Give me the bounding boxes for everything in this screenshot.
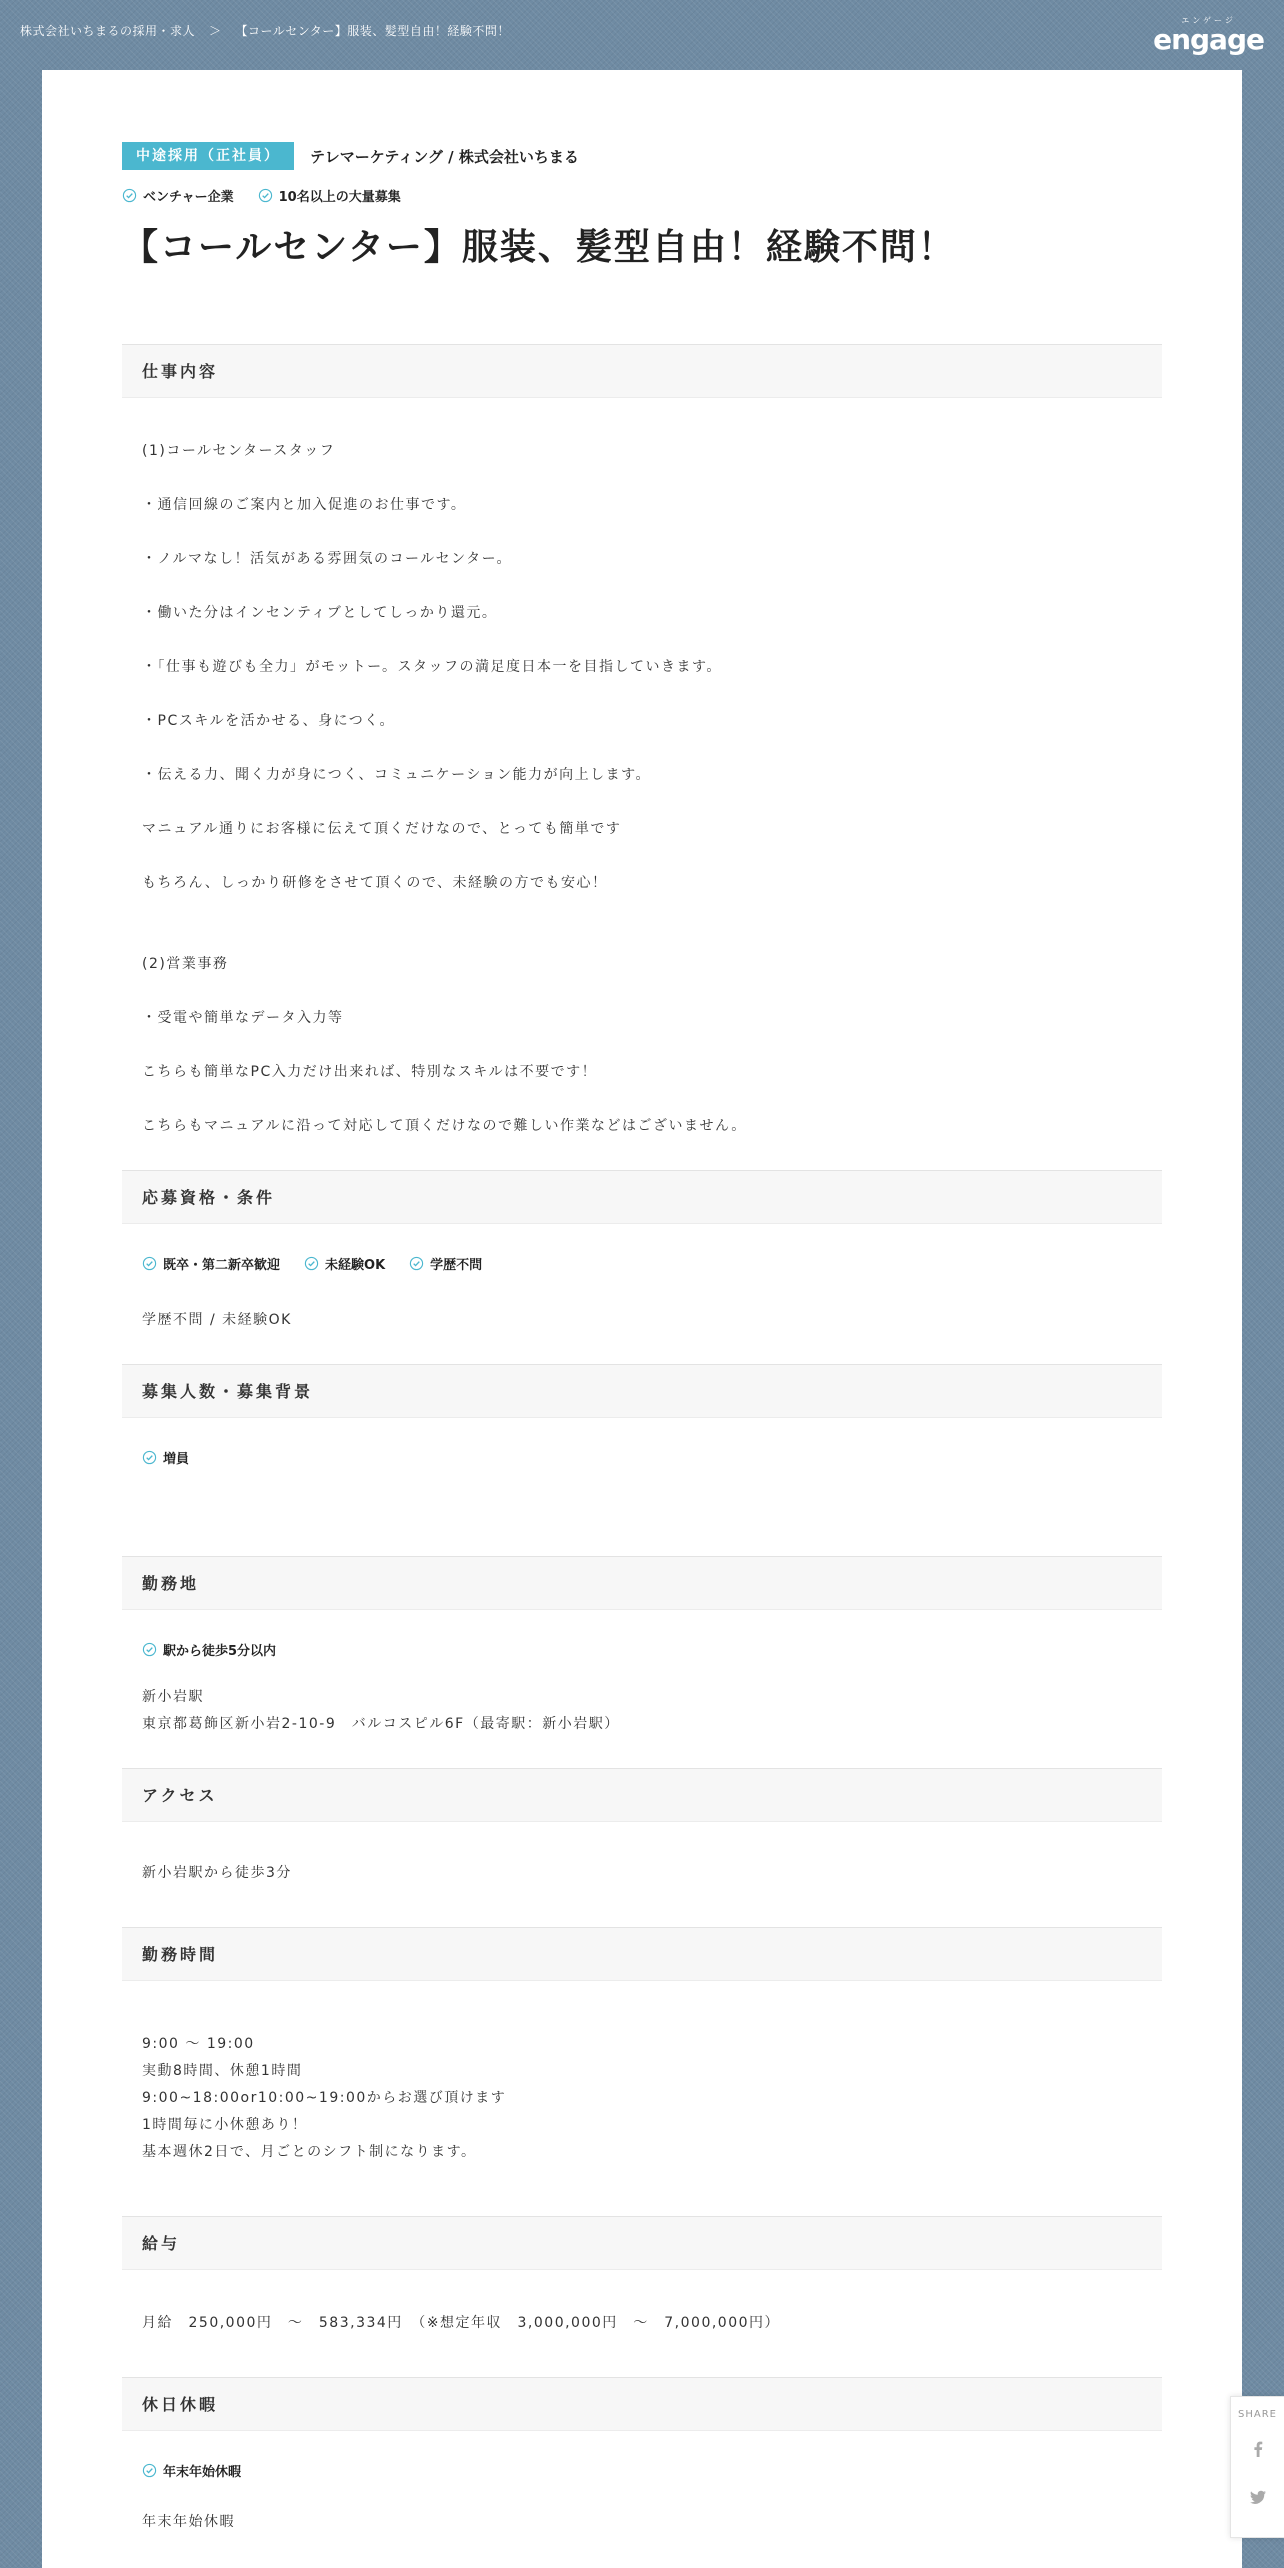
work-line: マニュアル通りにお客様に伝えて頂くだけなので、とっても簡単です xyxy=(142,821,622,837)
tag-label: 未経験OK xyxy=(325,1257,386,1273)
feature-tag-label: ベンチャー企業 xyxy=(143,189,234,205)
check-circle-icon xyxy=(122,188,137,203)
section-heading: 募集人数・募集背景 xyxy=(122,1365,1162,1418)
access-text: 新小岩駅から徒歩3分 xyxy=(142,1865,292,1881)
section-body xyxy=(122,1610,1162,1768)
requirement-tag xyxy=(142,1254,280,1273)
share-label: SHARE xyxy=(1238,2409,1277,2420)
work-line: (2)営業事務 xyxy=(142,956,229,972)
section-salary xyxy=(122,2216,1162,2377)
hours-line: 9:00 ～ 19:00 xyxy=(142,2036,255,2052)
section-access xyxy=(122,1768,1162,1927)
top-bar xyxy=(0,0,1284,70)
tag-label: 学歴不問 xyxy=(430,1257,483,1273)
feature-tags xyxy=(122,186,1162,204)
requirements-text: 学歴不問 / 未経験OK xyxy=(142,1312,292,1328)
work-line: ・ノルマなし！活気がある雰囲気のコールセンター。 xyxy=(142,551,513,567)
salary-text: 月給 250,000円 ～ 583,334円 （※想定年収 3,000,000円 ～ 7,000,000円） xyxy=(142,2315,781,2331)
tag-label: 既卒・第二新卒歓迎 xyxy=(163,1257,281,1273)
section-body xyxy=(122,1981,1162,2216)
breadcrumb xyxy=(20,22,510,39)
section-work xyxy=(122,344,1162,1170)
work-line: ・伝える力、聞く力が身につく、コミュニケーション能力が向上します。 xyxy=(142,767,651,783)
section-body xyxy=(122,1224,1162,1364)
hours-line: 基本週休2日で、月ごとのシフト制になります。 xyxy=(142,2144,477,2160)
logo-word: engage xyxy=(1153,23,1264,56)
section-heading: 応募資格・条件 xyxy=(122,1171,1162,1224)
section-heading: 勤務時間 xyxy=(122,1928,1162,1981)
check-circle-icon xyxy=(142,1450,157,1465)
section-headcount xyxy=(122,1364,1162,1556)
requirement-tags xyxy=(142,1254,1142,1272)
location-address: 東京都葛飾区新小岩2-10-9 バルコスピル6F（最寄駅：新小岩駅） xyxy=(142,1716,620,1732)
work-line: こちらも簡単なPC入力だけ出来れば、特別なスキルは不要です！ xyxy=(142,1064,598,1080)
job-content xyxy=(122,142,1162,2536)
section-heading: アクセス xyxy=(122,1769,1162,1822)
logo-kana: エンゲージ xyxy=(1181,16,1236,25)
tag-label: 増員 xyxy=(163,1451,190,1467)
feature-tag-label: 10名以上の大量募集 xyxy=(278,189,401,205)
location-tags xyxy=(142,1640,1142,1658)
breadcrumb-current: 【コールセンター】服装、髪型自由！経験不問！ xyxy=(235,24,510,38)
hours-line: 実動8時間、休憩1時間 xyxy=(142,2063,303,2079)
twitter-icon[interactable] xyxy=(1247,2486,1269,2508)
section-holidays xyxy=(122,2377,1162,2536)
share-panel xyxy=(1230,2396,1284,2538)
company-line: テレマーケティング / 株式会社いちまる xyxy=(310,147,579,166)
headcount-tags xyxy=(142,1448,1142,1466)
work-line: もちろん、しっかり研修をさせて頂くので、未経験の方でも安心！ xyxy=(142,875,608,891)
section-hours xyxy=(122,1927,1162,2216)
job-header-row xyxy=(122,142,1162,170)
tag-label: 年末年始休暇 xyxy=(163,2464,242,2480)
holiday-tags xyxy=(142,2461,1142,2479)
hours-line: 1時間毎に小休憩あり！ xyxy=(142,2117,308,2133)
section-heading: 給与 xyxy=(122,2217,1162,2270)
section-location xyxy=(122,1556,1162,1768)
job-card xyxy=(42,70,1242,2568)
location-station: 新小岩駅 xyxy=(142,1689,204,1705)
section-body xyxy=(122,2431,1162,2536)
headcount-tag xyxy=(142,1448,189,1467)
work-line: (1)コールセンタースタッフ xyxy=(142,443,336,459)
work-line: ・働いた分はインセンティブとしてしっかり還元。 xyxy=(142,605,498,621)
holiday-text: 年末年始休暇 xyxy=(142,2514,235,2530)
check-circle-icon xyxy=(258,188,273,203)
work-line: ・受電や簡単なデータ入力等 xyxy=(142,1010,344,1026)
check-circle-icon xyxy=(142,1642,157,1657)
section-body xyxy=(122,2270,1162,2377)
work-line: ・PCスキルを活かせる、身につく。 xyxy=(142,713,396,729)
section-requirements xyxy=(122,1170,1162,1364)
employment-type-badge: 中途採用（正社員） xyxy=(122,142,294,170)
holiday-tag xyxy=(142,2461,241,2480)
breadcrumb-separator: ＞ xyxy=(209,24,222,38)
requirement-tag xyxy=(409,1254,482,1273)
work-line: ・「仕事も遊びも全力」がモットー。スタッフの満足度日本一を目指していきます。 xyxy=(142,659,722,675)
location-tag xyxy=(142,1640,276,1659)
section-heading: 勤務地 xyxy=(122,1557,1162,1610)
work-line: こちらもマニュアルに沿って対応して頂くだけなので難しい作業などはございません。 xyxy=(142,1118,747,1134)
section-heading: 仕事内容 xyxy=(122,345,1162,398)
feature-tag xyxy=(122,186,234,205)
section-body xyxy=(122,1418,1162,1556)
requirement-tag xyxy=(304,1254,385,1273)
hours-line: 9:00~18:00or10:00~19:00からお選び頂けます xyxy=(142,2090,507,2106)
check-circle-icon xyxy=(409,1256,424,1271)
check-circle-icon xyxy=(304,1256,319,1271)
facebook-icon[interactable] xyxy=(1247,2438,1269,2460)
tag-label: 駅から徒歩5分以内 xyxy=(163,1643,277,1659)
job-title: 【コールセンター】服装、髪型自由！経験不問！ xyxy=(122,227,956,268)
breadcrumb-company-link[interactable]: 株式会社いちまるの採用・求人 xyxy=(20,24,196,38)
check-circle-icon xyxy=(142,2463,157,2478)
feature-tag xyxy=(258,186,401,205)
engage-logo[interactable] xyxy=(1153,16,1264,54)
section-heading: 休日休暇 xyxy=(122,2378,1162,2431)
section-body xyxy=(122,1822,1162,1927)
check-circle-icon xyxy=(142,1256,157,1271)
section-body xyxy=(122,398,1162,1170)
work-line: ・通信回線のご案内と加入促進のお仕事です。 xyxy=(142,497,467,513)
